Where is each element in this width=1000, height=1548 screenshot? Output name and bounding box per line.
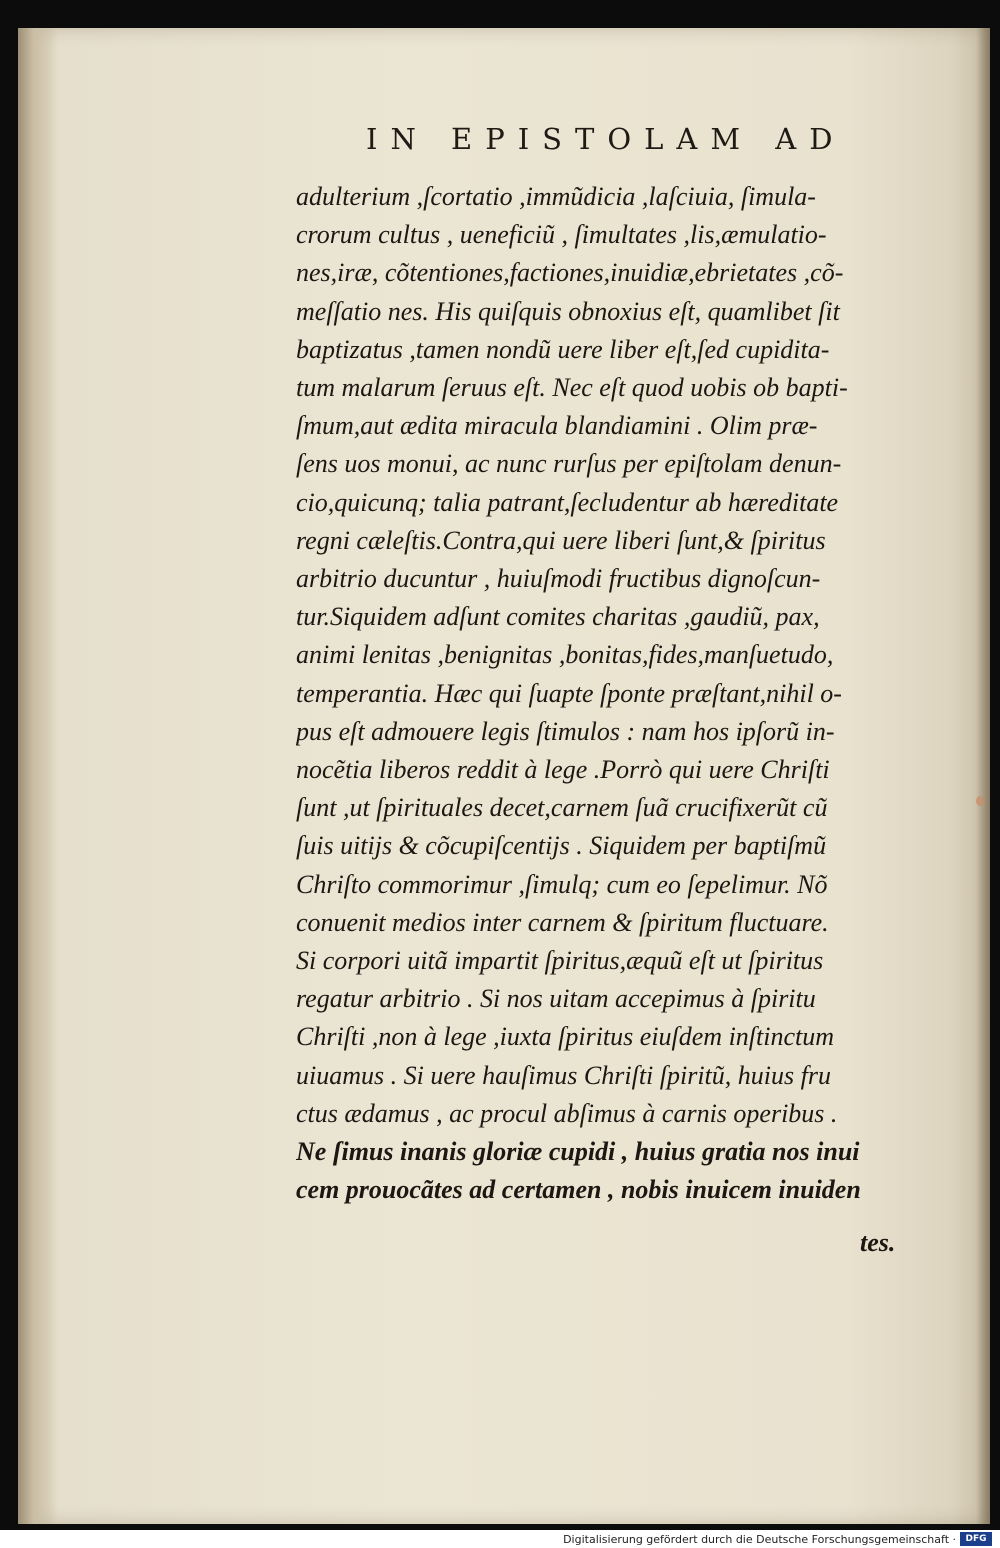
text-line: pus eſt admouere legis ſtimulos : nam hos ipſorũ in- — [296, 716, 835, 746]
text-line: ſuis uitijs & cõcupiſcentijs . Siquidem per baptiſmũ — [296, 831, 827, 861]
page-gutter-shadow — [18, 28, 58, 1524]
text-line: baptizatus ,tamen nondũ uere liber eſt,ſed cupidita- — [296, 334, 830, 364]
text-line: animi lenitas ,benignitas ,bonitas,fides,manſuetudo, — [296, 640, 834, 670]
text-line: Ne ſimus inanis gloriæ cupidi , huius gratia nos inui — [296, 1137, 860, 1167]
text-line: nocẽtia liberos reddit à lege .Porrò qui uere Chriſti — [296, 755, 830, 785]
text-line: adulterium ,ſcortatio ,immũdicia ,laſciuia, ſimula- — [296, 182, 816, 211]
text-line: crorum cultus , ueneficiũ , ſimultates ,lis,æmulatio- — [296, 220, 827, 250]
text-line: tur.Siquidem adſunt comites charitas ,gaudiũ, pax, — [296, 602, 820, 632]
running-head: IN EPISTOLAM AD — [366, 122, 846, 156]
text-line: cem prouocãtes ad certamen , nobis inuicem inuiden — [296, 1175, 861, 1205]
text-line: conuenit medios inter carnem & ſpiritum fluctuare. — [296, 907, 829, 937]
text-line: ſmum,aut ædita miracula blandiamini . Olim præ- — [296, 411, 818, 441]
text-line: uiuamus . Si uere hauſimus Chriſti ſpiritũ, huius fru — [296, 1060, 831, 1090]
text-line: arbitrio ducuntur , huiuſmodi fructibus dignoſcun- — [296, 564, 821, 594]
text-line: ſunt ,ut ſpirituales decet,carnem ſuã crucifixerũt cũ — [296, 793, 828, 823]
text-line: nes,iræ, cõtentiones,factiones,inuidiæ,ebrietates ,cõ- — [296, 258, 844, 288]
text-line: Chriſto commorimur ,ſimulq; cum eo ſepelimur. Nõ — [296, 869, 828, 899]
page-edge-shadow — [976, 28, 990, 1524]
text-line: cio,quicunq; talia patrant,ſecludentur ab hæreditate — [296, 487, 839, 517]
text-line: Si corpori uitã impartit ſpiritus,æquũ eſt ut ſpiritus — [296, 946, 824, 976]
paper-stain — [976, 796, 984, 806]
text-line: ſens uos monui, ac nunc rurſus per epiſtolam denun- — [296, 449, 842, 479]
text-line: regni cæleſtis.Contra,qui uere liberi ſunt,& ſpiritus — [296, 525, 826, 555]
text-line: regatur arbitrio . Si nos uitam accepimus à ſpiritu — [296, 984, 816, 1014]
body-text — [296, 178, 936, 1209]
text-line: Chriſti ,non à lege ,iuxta ſpiritus eiuſdem inſtinctum — [296, 1022, 835, 1052]
text-line: ctus ædamus , ac procul abſimus à carnis operibus . — [296, 1098, 838, 1128]
text-line: meſſatio nes. His quiſquis obnoxius eſt, quamlibet ſit — [296, 296, 840, 326]
footer-credit: Digitalisierung gefördert durch die Deutsche Forschungsgemeinschaft · — [563, 1533, 956, 1546]
text-line: temperantia. Hæc qui ſuapte ſponte præſtant,nihil o- — [296, 678, 842, 708]
text-line: tum malarum ſeruus eſt. Nec eſt quod uobis ob bapti- — [296, 373, 848, 403]
catchword: tes. — [860, 1228, 896, 1257]
dfg-logo: DFG — [960, 1532, 992, 1546]
